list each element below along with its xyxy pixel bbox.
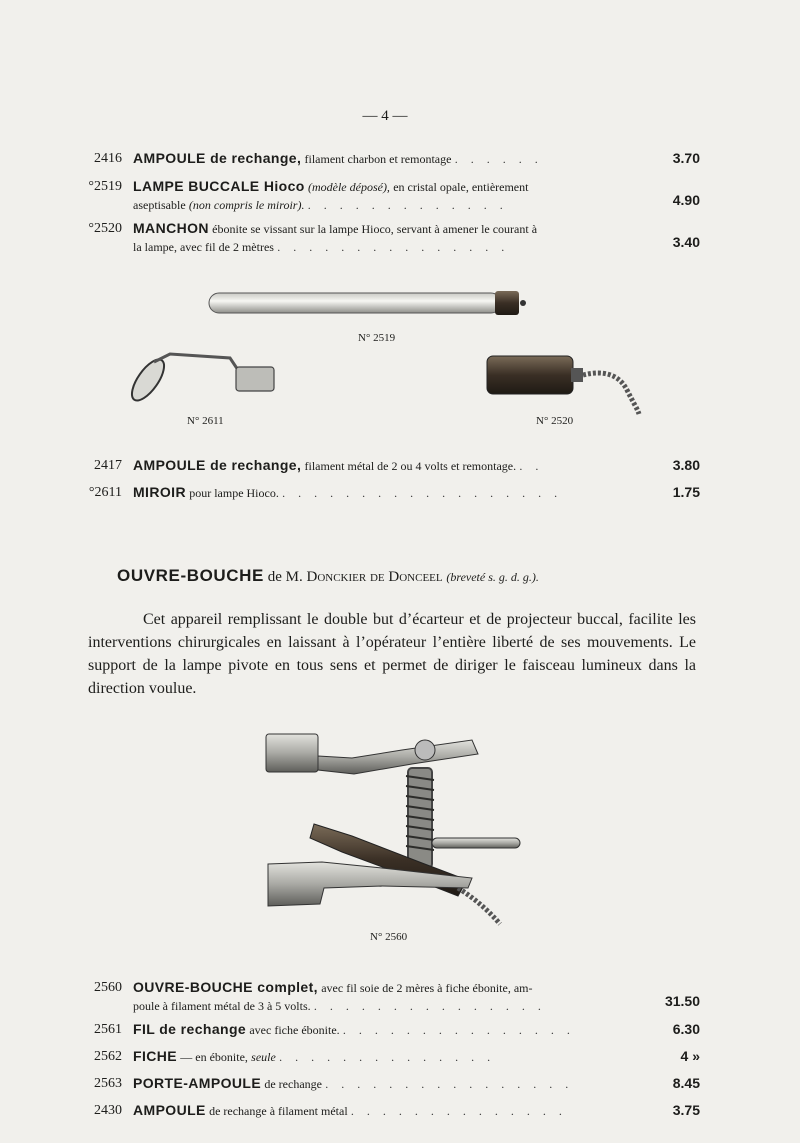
catalog-entry-2520: [60, 220, 700, 258]
mouth-opener-illustration: [262, 728, 527, 933]
item-name: PORTE-AMPOULE: [133, 1075, 262, 1091]
item-detail-italic: (modèle déposé),: [307, 180, 390, 194]
catalog-entry-2562: [60, 1048, 700, 1068]
item-price: 1.75: [672, 484, 700, 500]
item-number: °2519: [88, 179, 122, 194]
item-description: AMPOULE de rechange à filament métal . . . . . . . . . . . . . .: [133, 1102, 567, 1118]
item-detail: de rechange à filament métal: [209, 1104, 348, 1118]
item-number: 2417: [94, 458, 122, 473]
item-number: °2520: [88, 221, 122, 236]
item-name: FIL de rechange: [133, 1021, 247, 1037]
catalog-entry-2560: [60, 979, 700, 1017]
lamp-tube-illustration: [205, 288, 535, 322]
mirror-illustration: [130, 350, 280, 410]
item-detail: ébonite se vissant sur la lampe Hioco, servant à amener le courant à: [212, 222, 538, 236]
figure-caption-2560: N° 2560: [370, 931, 408, 943]
item-name: OUVRE-BOUCHE complet,: [133, 979, 318, 995]
item-description: FIL de rechange avec fiche ébonite. . . . . . . . . . . . . . . .: [133, 1021, 575, 1037]
item-detail-line2: poule à filament métal de 3 à 5 volts.: [133, 999, 311, 1013]
item-detail-italic: seule: [251, 1050, 276, 1064]
item-number: 2430: [94, 1103, 122, 1118]
heading-patent-note: (breveté s. g. d. g.).: [446, 570, 539, 584]
heading-by: de M.: [267, 569, 303, 585]
item-price: 4.90: [672, 192, 700, 208]
item-detail: avec fil soie de 2 mères à fiche ébonite, am-: [321, 981, 533, 995]
item-detail: filament métal de 2 ou 4 volts et remontage.: [304, 459, 517, 473]
item-name: MANCHON: [133, 220, 209, 236]
catalog-entry-2417: [60, 457, 700, 477]
item-number: 2560: [94, 980, 122, 995]
catalog-entry-2430: [60, 1102, 700, 1122]
catalog-entry-2561: [60, 1021, 700, 1041]
item-detail: — en ébonite,: [180, 1050, 248, 1064]
item-name: AMPOULE de rechange,: [133, 457, 302, 473]
item-number: 2416: [94, 151, 122, 166]
item-name: AMPOULE de rechange,: [133, 150, 302, 166]
figure-caption-2520: N° 2520: [536, 415, 574, 427]
item-price: 4 »: [680, 1048, 700, 1064]
item-detail-line2: aseptisable: [133, 198, 186, 212]
figure-caption-2611: N° 2611: [187, 415, 224, 427]
item-name: FICHE: [133, 1048, 177, 1064]
item-price: 3.80: [672, 457, 700, 473]
item-number: °2611: [88, 485, 122, 500]
heading-title: OUVRE-BOUCHE: [117, 566, 264, 585]
item-number: 2561: [94, 1022, 122, 1037]
catalog-entry-2416: [60, 150, 700, 170]
item-description: AMPOULE de rechange, filament métal de 2 ou 4 volts et remontage. . .: [133, 457, 544, 473]
item-description: AMPOULE de rechange, filament charbon et remontage . . . . . .: [133, 150, 543, 166]
item-name: AMPOULE: [133, 1102, 206, 1118]
item-name: MIROIR: [133, 484, 186, 500]
item-number: 2563: [94, 1076, 122, 1091]
item-description: LAMPE BUCCALE Hioco (modèle déposé), en cristal opale, entièrement aseptisable (non compris le miroir). . . . . . . . . . . . . .: [133, 178, 529, 212]
item-number: 2562: [94, 1049, 122, 1064]
item-detail: avec fiche ébonite.: [249, 1023, 340, 1037]
item-price: 3.70: [672, 150, 700, 166]
item-price: 3.40: [672, 234, 700, 250]
page-number: — 4 —: [362, 108, 408, 124]
catalog-entry-2563: [60, 1075, 700, 1095]
description-paragraph: Cet appareil remplissant le double but d’écarteur et de projecteur buccal, facilite les interventions chirurgicales en laissant à l’opérateur l’entière liberté de ses mouvements. Le support de la lampe pivote en tous sens et permet de diriger le faisceau lumineux dans la direction voulue.: [88, 611, 696, 697]
item-description: PORTE-AMPOULE de rechange . . . . . . . . . . . . . . . .: [133, 1075, 574, 1091]
item-description: FICHE — en ébonite, seule . . . . . . . . . . . . . .: [133, 1048, 496, 1064]
item-price: 8.45: [672, 1075, 700, 1091]
item-description: MIROIR pour lampe Hioco. . . . . . . . . . . . . . . . . . .: [133, 484, 563, 500]
item-detail-line2: la lampe, avec fil de 2 mètres: [133, 240, 274, 254]
item-name: LAMPE BUCCALE Hioco: [133, 178, 305, 194]
catalog-entry-2611: [60, 484, 700, 504]
figure-caption-2519: N° 2519: [358, 332, 396, 344]
item-price: 3.75: [672, 1102, 700, 1118]
item-detail: de rechange: [264, 1077, 322, 1091]
item-detail: en cristal opale, entièrement: [393, 180, 529, 194]
item-price: 31.50: [664, 993, 700, 1009]
section-heading: [117, 566, 539, 586]
item-detail: pour lampe Hioco.: [189, 486, 279, 500]
item-detail-line2-italic: (non compris le miroir).: [188, 198, 305, 212]
catalog-entry-2519: [60, 178, 700, 216]
heading-author: Donckier de Donceel: [306, 569, 443, 585]
item-description: MANCHON ébonite se vissant sur la lampe Hioco, servant à amener le courant à la lampe, avec fil de 2 mètres . . . . . . . . . . . . . . .: [133, 220, 538, 254]
item-description: OUVRE-BOUCHE complet, avec fil soie de 2 mères à fiche ébonite, am- poule à filament métal de 3 à 5 volts. . . . . . . . . . . . . . . .: [133, 979, 546, 1013]
item-detail: filament charbon et remontage: [304, 152, 452, 166]
item-price: 6.30: [672, 1021, 700, 1037]
sleeve-illustration: [485, 352, 645, 417]
